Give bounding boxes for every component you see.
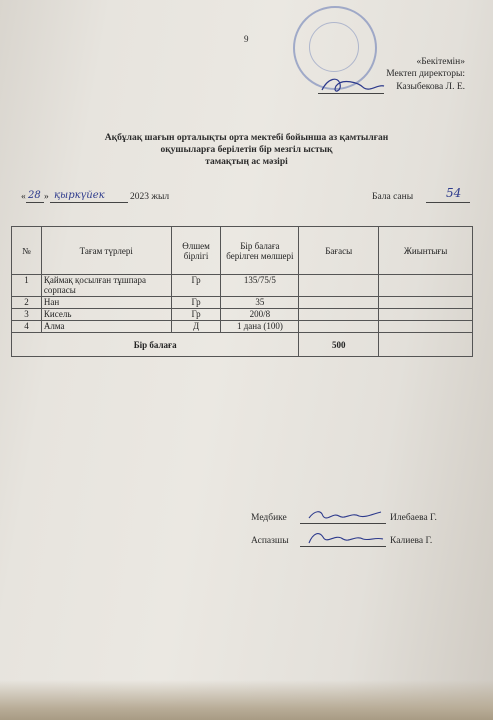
date-day: 28 [28, 190, 41, 201]
page-number: 9 [244, 34, 249, 44]
table-row: 3 Кисель Гр 200/8 [12, 309, 473, 321]
menu-table [11, 226, 473, 357]
header-num: № [12, 227, 42, 275]
table-row: 2 Нан Гр 35 [12, 297, 473, 309]
title-line-2: оқушыларға берілетін бір мезгіл ыстық [160, 145, 333, 155]
header-price: Бағасы [299, 227, 379, 275]
header-unit: Өлшем бірлігі [171, 227, 221, 275]
director-signature [318, 72, 388, 96]
table-row: 4 Алма Д 1 дана (100) [12, 321, 473, 333]
header-total: Жиынтығы [379, 227, 473, 275]
approval-position: Мектеп директоры: [386, 69, 465, 79]
signature-name: Илебаева Г. [390, 513, 437, 523]
approval-heading: «Бекітемін» [416, 57, 465, 67]
table-header-row [12, 227, 473, 275]
date-month: қыркүйек [54, 190, 105, 201]
table-footer-row [12, 333, 473, 357]
approval-director-name: Казыбекова Л. Е. [396, 82, 465, 92]
header-qty: Бір балаға берілген мөлшері [221, 227, 299, 275]
signature-role: Медбике [251, 513, 287, 523]
footer-value: 500 [299, 333, 379, 357]
signature-name: Калиева Г. [390, 536, 433, 546]
footer-label: Бір балаға [12, 333, 299, 357]
title-line-3: тамақтың ас мәзірі [205, 157, 288, 167]
nurse-signature [305, 506, 385, 524]
page-shadow [0, 680, 493, 720]
table-row: 1 Қаймақ қосылған тұшпара сорпасы Гр 135/75/5 [12, 275, 473, 297]
title-line-1: Ақбұлақ шағын орталықты орта мектебі бойынша аз қамтылған [104, 133, 389, 143]
cook-signature [305, 529, 385, 547]
children-label: Бала саны [372, 192, 414, 202]
children-value: 54 [446, 186, 462, 200]
signature-role: Аспазшы [251, 536, 289, 546]
date-year: 2023 жыл [130, 192, 170, 202]
header-dish: Тағам түрлері [41, 227, 171, 275]
